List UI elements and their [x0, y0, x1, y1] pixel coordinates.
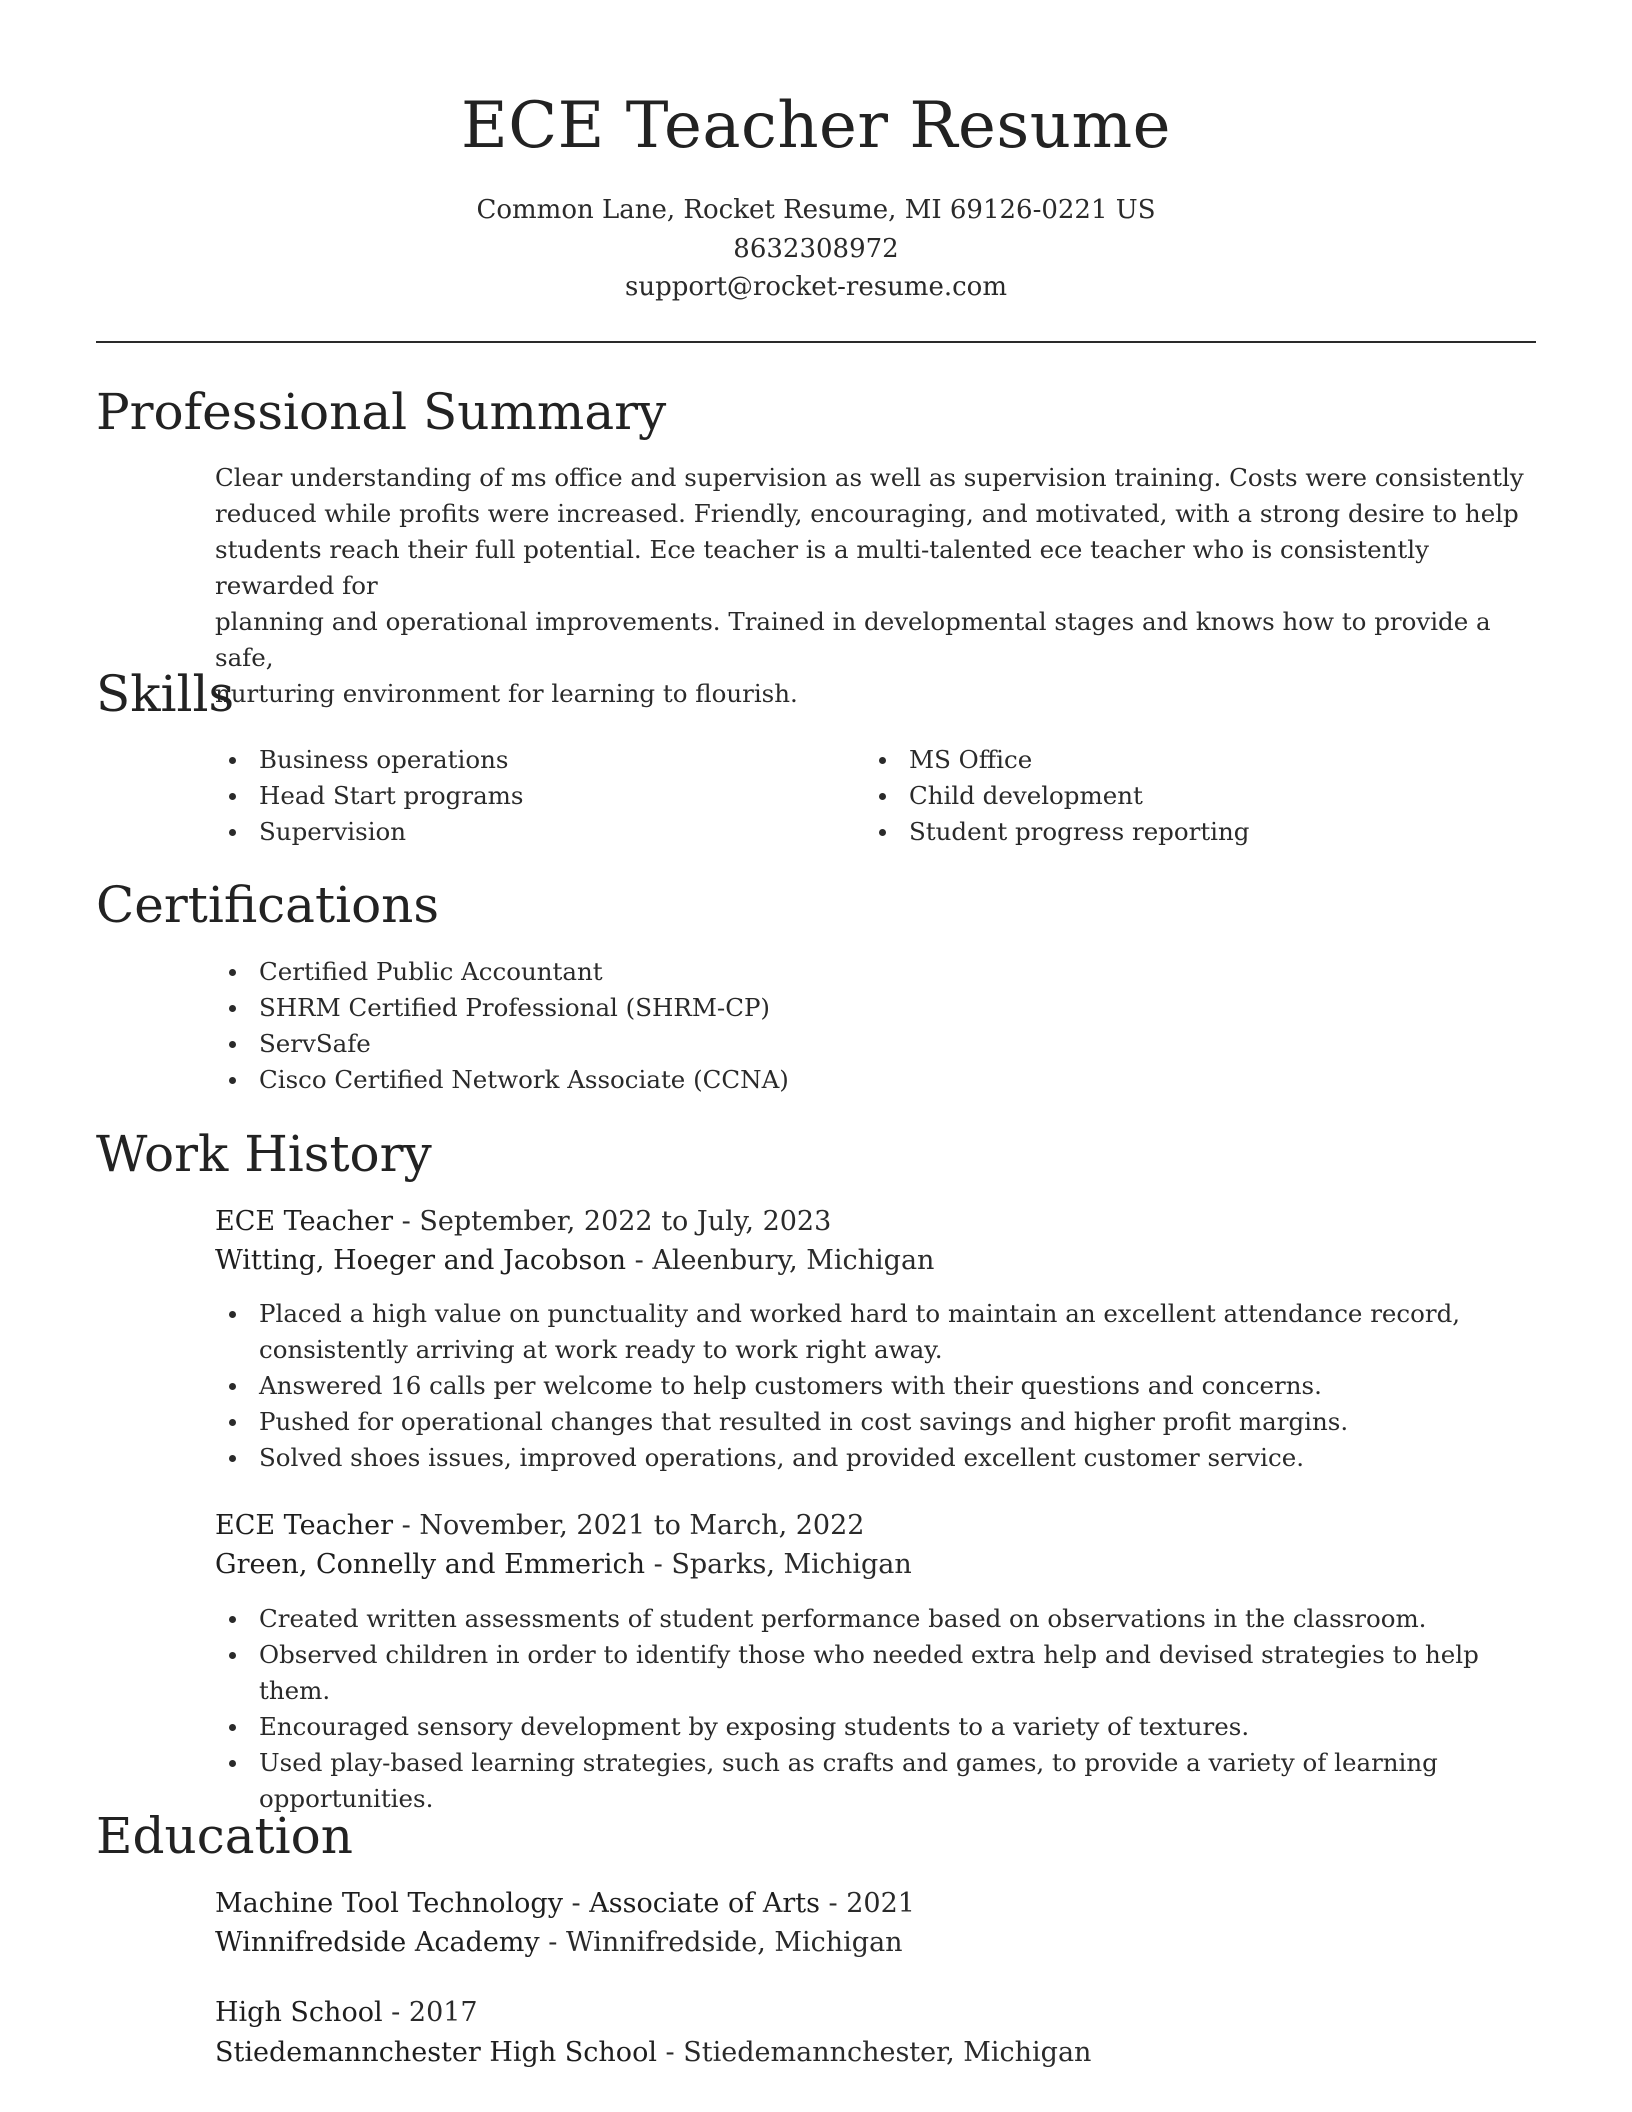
certifications-heading: Certifications: [96, 876, 440, 934]
job-role: ECE Teacher: [215, 1206, 394, 1237]
job-duty: [215, 1601, 1535, 1637]
education-school-line: [215, 2034, 1091, 2072]
summary-heading: Professional Summary: [96, 383, 667, 441]
summary-line: nurturing environment for learning to flourish.: [215, 679, 798, 708]
job-title-line: [215, 1203, 831, 1241]
education-year: 2017: [408, 1997, 478, 2028]
education-program-line: [215, 1994, 478, 2032]
education-location: Winnifredside, Michigan: [565, 1927, 903, 1958]
resume-title: ECE Teacher Resume: [460, 89, 1172, 163]
duty-line: Created written assessments of student performance based on observations in the classroom.: [259, 1604, 1427, 1633]
certification-item: ServSafe: [215, 1026, 1515, 1062]
job-title-line: [215, 1507, 864, 1545]
separator: -: [393, 1510, 420, 1541]
education-school-line: [215, 1924, 903, 1962]
job-duties-list: [215, 1296, 1535, 1476]
job-location: Sparks, Michigan: [671, 1549, 912, 1580]
job-duty: [215, 1440, 1535, 1476]
skill-item: Child development: [865, 778, 1465, 814]
skill-item: MS Office: [865, 742, 1465, 778]
job-duty: [215, 1404, 1535, 1440]
summary-line: students reach their full potential. Ece teacher is a multi-talented ece teacher who is consistently rewarded for: [215, 535, 1429, 600]
duty-line: Answered 16 calls per welcome to help customers with their questions and concerns.: [259, 1371, 1322, 1400]
separator: -: [645, 1549, 672, 1580]
job-company: Green, Connelly and Emmerich: [215, 1549, 646, 1580]
job-duty: [215, 1745, 1535, 1817]
summary-text: [215, 460, 1535, 712]
skill-item: Head Start programs: [215, 778, 815, 814]
job-dates: November, 2021 to March, 2022: [419, 1510, 865, 1541]
job-company-line: [215, 1546, 912, 1584]
contact-address: Common Lane, Rocket Resume, MI 69126-0221 US: [476, 195, 1156, 225]
education-degree: Associate of Arts: [589, 1888, 820, 1919]
work-history-heading: Work History: [96, 1125, 432, 1183]
separator: -: [819, 1888, 847, 1919]
education-school: Winnifredside Academy: [215, 1927, 540, 1958]
certifications-list: [215, 954, 1515, 1098]
skill-item: Supervision: [215, 814, 815, 850]
contact-email: support@rocket-resume.com: [624, 272, 1007, 302]
duty-line: Solved shoes issues, improved operations, and provided excellent customer service.: [259, 1443, 1305, 1472]
separator: -: [656, 2037, 684, 2068]
job-location: Aleenbury, Michigan: [652, 1245, 935, 1276]
separator: -: [539, 1927, 566, 1958]
skills-list-right: [865, 742, 1465, 850]
job-duty: [215, 1296, 1535, 1368]
contact-phone: 8632308972: [733, 234, 899, 264]
education-school: Stiedemannchester High School: [215, 2037, 657, 2068]
duty-line: Placed a high value on punctuality and worked hard to maintain an excellent attendance record,: [259, 1299, 1461, 1328]
skill-item: Business operations: [215, 742, 815, 778]
header-divider: [96, 341, 1536, 343]
education-program-line: [215, 1885, 915, 1923]
skill-item: Student progress reporting: [865, 814, 1465, 850]
job-dates: September, 2022 to July, 2023: [419, 1206, 832, 1237]
skills-list-left: [215, 742, 815, 850]
certification-item: SHRM Certified Professional (SHRM-CP): [215, 990, 1515, 1026]
job-duty: [215, 1368, 1535, 1404]
separator: -: [393, 1206, 420, 1237]
duty-line: Used play-based learning strategies, such as crafts and games, to provide a variety of learning: [259, 1748, 1438, 1777]
education-heading: Education: [96, 1807, 353, 1865]
job-role: ECE Teacher: [215, 1510, 394, 1541]
summary-line: Clear understanding of ms office and supervision as well as supervision training. Costs were consistently: [215, 463, 1524, 492]
education-location: Stiedemannchester, Michigan: [683, 2037, 1092, 2068]
job-duties-list: [215, 1601, 1535, 1817]
separator: -: [562, 1888, 590, 1919]
job-duty: [215, 1709, 1535, 1745]
separator: -: [626, 1245, 653, 1276]
job-company: Witting, Hoeger and Jacobson: [215, 1245, 627, 1276]
summary-line: reduced while profits were increased. Friendly, encouraging, and motivated, with a strong desire to help: [215, 499, 1519, 528]
education-program: High School: [215, 1997, 383, 2028]
certification-item: Cisco Certified Network Associate (CCNA): [215, 1062, 1515, 1098]
certification-item: Certified Public Accountant: [215, 954, 1515, 990]
duty-line: Encouraged sensory development by exposing students to a variety of textures.: [259, 1712, 1250, 1741]
duty-line: opportunities.: [259, 1784, 434, 1813]
job-company-line: [215, 1242, 934, 1280]
separator: -: [382, 1997, 409, 2028]
summary-line: planning and operational improvements. Trained in developmental stages and knows how to provide a safe,: [215, 607, 1491, 672]
skills-heading: Skills: [96, 665, 235, 723]
duty-line: Pushed for operational changes that resulted in cost savings and higher profit margins.: [259, 1407, 1349, 1436]
job-duty: [215, 1637, 1535, 1709]
education-program: Machine Tool Technology: [215, 1888, 563, 1919]
duty-line: consistently arriving at work ready to work right away.: [259, 1335, 943, 1364]
education-year: 2021: [846, 1888, 915, 1919]
duty-line: Observed children in order to identify those who needed extra help and devised strategies to help them.: [259, 1640, 1479, 1705]
